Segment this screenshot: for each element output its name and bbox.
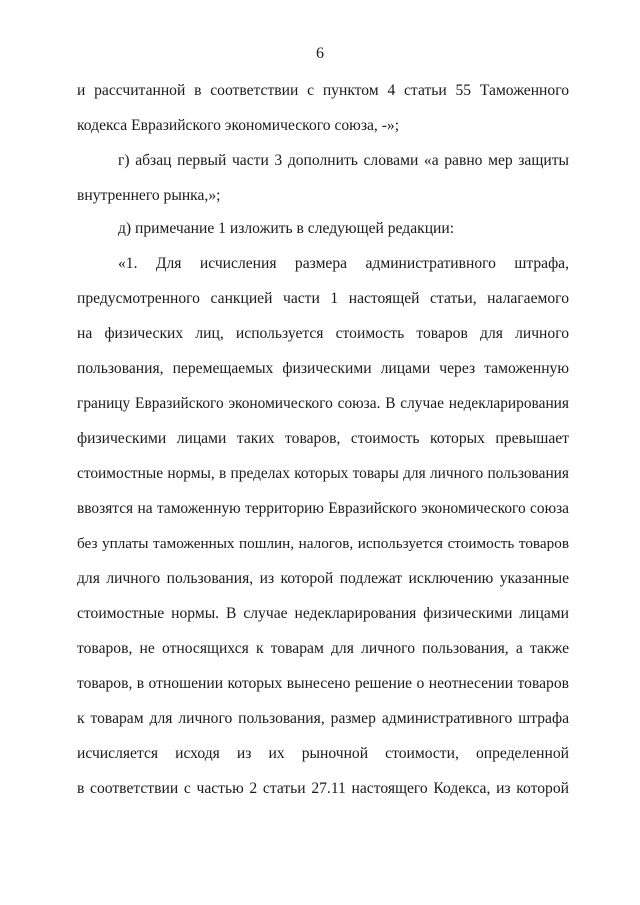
text-line: на физических лиц, используется стоимость товаров для личного bbox=[77, 325, 569, 342]
text-line: г) абзац первый части 3 дополнить словами «а равно мер защиты bbox=[118, 152, 569, 169]
text-line: исчисляется исходя из их рыночной стоимости, определенной bbox=[77, 745, 569, 762]
text-line: без уплаты таможенных пошлин, налогов, используется стоимость товаров bbox=[77, 535, 569, 552]
text-line: для личного пользования, из которой подлежат исключению указанные bbox=[77, 570, 569, 587]
text-line: стоимостные нормы, в пределах которых товары для личного пользования bbox=[77, 465, 569, 482]
text-line: ввозятся на таможенную территорию Евразийского экономического союза bbox=[77, 500, 569, 517]
text-line: в соответствии с частью 2 статьи 27.11 настоящего Кодекса, из которой bbox=[77, 780, 569, 797]
text-line: «1. Для исчисления размера административного штрафа, bbox=[118, 255, 569, 272]
text-line: к товарам для личного пользования, размер административного штрафа bbox=[77, 710, 569, 727]
text-line: товаров, в отношении которых вынесено решение о неотнесении товаров bbox=[77, 675, 569, 692]
text-line: товаров, не относящихся к товарам для личного пользования, а также bbox=[77, 640, 569, 657]
text-line: физическими лицами таких товаров, стоимость которых превышает bbox=[77, 430, 569, 447]
text-line: внутреннего рынка,»; bbox=[77, 187, 221, 204]
text-line: д) примечание 1 изложить в следующей редакции: bbox=[118, 220, 455, 237]
text-line: стоимостные нормы. В случае недекларирования физическими лицами bbox=[77, 605, 569, 622]
page-number: 6 bbox=[316, 45, 324, 62]
text-line: пользования, перемещаемых физическими лицами через таможенную bbox=[77, 360, 569, 377]
text-line: кодекса Евразийского экономического союза, -»; bbox=[77, 117, 400, 134]
text-line: границу Евразийского экономического союза. В случае недекларирования bbox=[77, 395, 569, 412]
text-line: предусмотренного санкцией части 1 настоящей статьи, налагаемого bbox=[77, 290, 569, 307]
text-line: и рассчитанной в соответствии с пунктом 4 статьи 55 Таможенного bbox=[77, 82, 569, 99]
